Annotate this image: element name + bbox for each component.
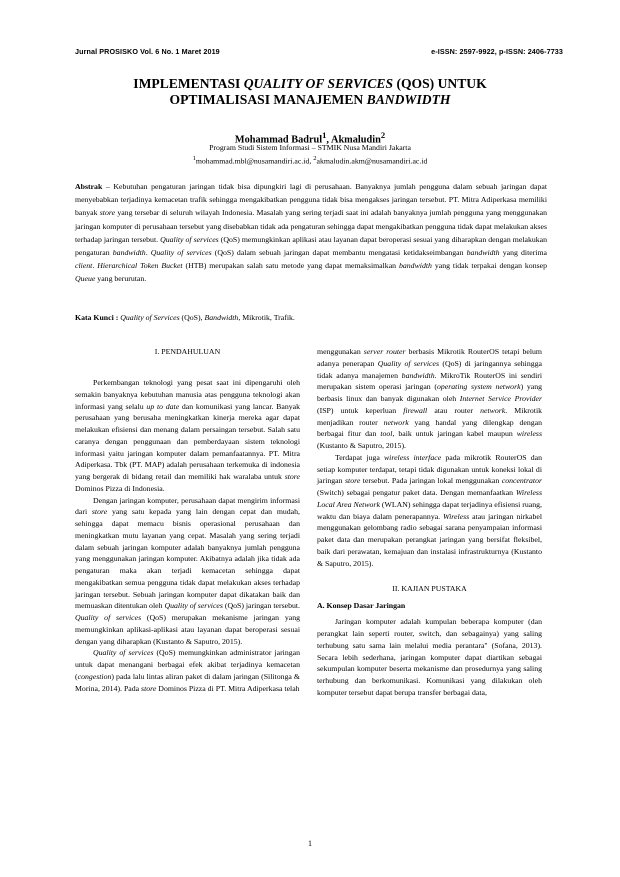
issn-header: e-ISSN: 2597-9922, p-ISSN: 2406-7733: [431, 47, 563, 56]
paragraph: Jaringan komputer adalah kumpulan beberapa komputer (dan perangkat lain seperti router, switch, dan sebagainya) yang saling terhubung satu sama lain melalui media perantara" (Sofana, 2013). Secara lebih sederhana, jaringan komputer dapat diartikan sebagai sekumpulan komputer beserta mekanisme dan prosedurnya yang saling terhubung dan berkomunikasi. Komunikasi yang dilakukan oleh komputer tersebut dapat berupa transfer berbagai data,: [317, 617, 542, 697]
abstract: Abstrak – Kebutuhan pengaturan jaringan tidak bisa dipungkiri lagi di perusahaan. Banyaknya jumlah pengguna dalam sebuah jaringan dapat menyebabkan terjadinya kemacetan trafik sehingga mengakibatkan pengguna tidak bisa mengakses jaringan tersebut. PT. Mitra Adiperkasa memiliki banyak store yang tersebar di seluruh wilayah Indonesia. Masalah yang sering terjadi saat ini adalah banyaknya jumlah pengguna yang menggunakan jaringan komputer di perusahaan tersebut yang disebabkan tidak ada pengaturan sehingga dapat mengakibatkan pengguna tidak dapat melakukan akses terhadap jaringan tersebut. Quality of services (QoS) memungkinkan aplikasi atau layanan dapat beroperasi sesuai yang diharapkan dengan melakukan pengaturan bandwidth. Quality of services (QoS) dalam sebuah jaringan dapat membantu mengatasi ketidakseimbangan bandwidth yang diterima client. Hierarchical Token Bucket (HTB) merupakan salah satu metode yang dapat memaksimalkan bandwidth yang tidak terpakai dengan konsep Queue yang berurutan.: [75, 182, 548, 284]
page-number: 1: [308, 839, 312, 848]
paragraph: Dengan jaringan komputer, perusahaan dapat mengirim informasi dari store yang satu kepada yang lain dengan cepat dan mudah, sehingga dapat memacu bisnis operasional perusahaan dan meningkatkan mutu layanan yang cepat. Masalah yang sering terjadi dalam sebuah jaringan komputer adalah banyaknya jumlah pengguna yang menggunakan jaringan komputer. Akibatnya adalah jika tidak ada pengaturan maka akan terjadi kemacetan sehingga dapat mengakibatkan semua pengguna tidak dapat melakukan akses terhadap jaringan tersebut. Sebuah jaringan komputer dapat dikatakan baik dan memuaskan ditentukan oleh Quality of services (QoS) jaringan tersebut. Quality of services (QoS) merupakan mekanisme jaringan yang memungkinkan aplikasi-aplikasi atau layanan dapat beroperasi sesuai dengan yang diharapkan (Kustanto & Saputro, 2015).: [75, 495, 300, 646]
left-column: [75, 346, 300, 694]
subsection-heading: A. Konsep Dasar Jaringan: [317, 601, 406, 611]
paragraph: menggunakan server router berbasis Mikrotik RouterOS tetapi belum adanya penerapan Quality of services (QoS) di jaringannya sehingga tidak adanya manajemen bandwidth. MikroTik RouterOS ini sendiri merupakan sistem operasi jaringan (operating system network) yang berbasis linux dan banyak digunakan oleh Internet Service Provider (ISP) untuk keperluan firewall atau router network. Mikrotik menjadikan router network yang handal yang dilengkap dengan berbagai fitur dan tool, baik untuk jaringan kabel maupun wireless (Kustanto & Saputro, 2015).: [317, 347, 543, 450]
paper-title: IMPLEMENTASI QUALITY OF SERVICES (QOS) UNTUK OPTIMALISASI MANAJEMEN BANDWIDTH: [133, 76, 487, 107]
author-emails: $^1$mohammad.mbl@nusamandiri.ac.id, $^2$akmaludin.akm@nusamandiri.ac.id: [192, 154, 428, 166]
affiliation: Program Studi Sistem Informasi – STMIK Nusa Mandiri Jakarta $^1$mohammad.mbl@nusamandiri.ac.id, $^2$akmaludin.akm@nusamandiri.ac.id: [0, 143, 620, 167]
journal-header: Jurnal PROSISKO Vol. 6 No. 1 Maret 2019: [75, 47, 220, 56]
paragraph: Quality of services (QoS) memungkinkan administrator jaringan untuk dapat menangani berbagai efek akibat terjadinya kemacetan (congestion) pada lalu lintas aliran paket di dalam jaringan (Silitonga & Morina, 2014). Pada store Dominos Pizza di PT. Mitra Adiperkasa telah: [75, 648, 300, 693]
section-heading-literature: II. KAJIAN PUSTAKA: [392, 584, 467, 594]
paragraph: Perkembangan teknologi yang pesat saat ini dipengaruhi oleh semakin banyaknya kebutuhan manusia atas pengguna teknologi akan informasi yang selalu up to date dan komunikasi yang lancar. Banyak perusahaan yang berusaha meningkatkan kinerja mereka agar dapat melakukan efisiensi dan menang dalam persaingan tersebut. Salah satu caranya dengan penggunaan dan pemberdayaan sistem teknologi informasi yaitu jaringan komputer dalam pemanfaatannya. PT. Mitra Adiperkasa. Tbk (PT. MAP) adalah perusahaan terkemuka di indonesia yang bergerak di bidang retail dan memiliki hak waralaba untuk store Dominos Pizza di Indonesia.: [75, 378, 300, 493]
keywords: Kata Kunci : Quality of Services (QoS), Bandwidth, Mikrotik, Trafik.: [75, 313, 295, 322]
author-list: Mohammad Badrul$^1$, Akmaludin$^2$: [234, 130, 386, 146]
right-column: [317, 346, 542, 699]
paragraph: Terdapat juga wireless interface pada mikrotik RouterOS dan setiap komputer terdapat, tetapi tidak digunakan untuk koneksi lokal di jaringan store tersebut. Pada jaringan lokal menggunakan concentrator (Switch) sebagai pengatur paket data. Dengan memanfaatkan Wireless Local Area Network (WLAN) sehingga dapat terjadinya efisiensi ruang, waktu dan biaya dalam penerapannya. Wireless atau jaringan nirkabel menggunakan gelombang radio sebagai sarana penyampaian informasi paket data dan merupakan perangkat jaringan yang bersifat fleksibel, baik dari perawatan, kemajuan dan instalasi infrastrukturnya (Kustanto & Saputro, 2015).: [317, 452, 543, 568]
section-heading-introduction: I. PENDAHULUAN: [154, 347, 221, 356]
